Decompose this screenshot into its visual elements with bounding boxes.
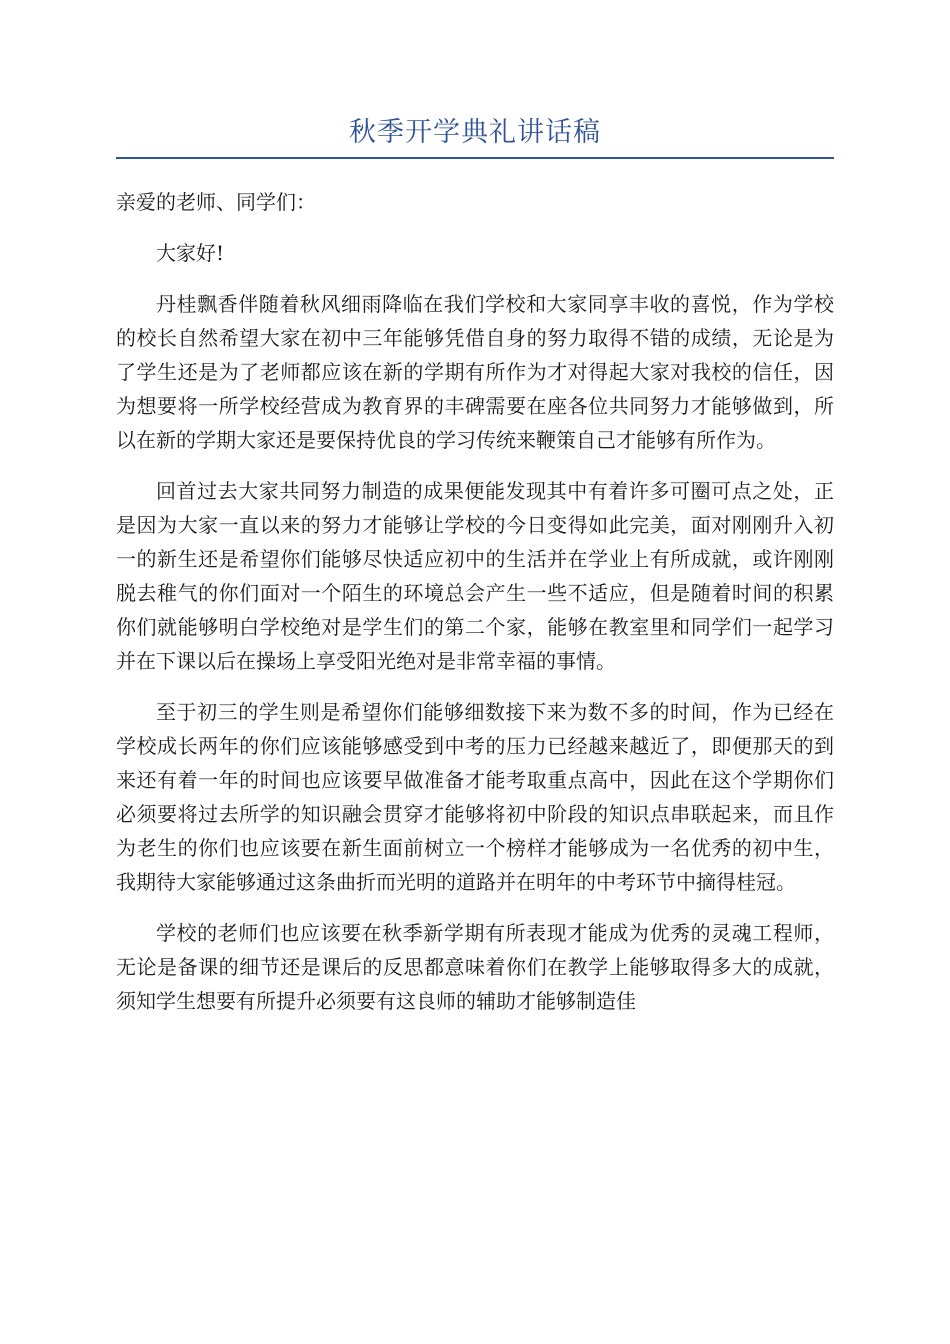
paragraph-3: 至于初三的学生则是希望你们能够细数接下来为数不多的时间，作为已经在学校成长两年的你们应该能够感受到中考的压力已经越来越近了，即便那天的到来还有着一年的时间也应该要早做准备才能考取重点高中，因此在这个学期你们必须要将过去所学的知识融会贯穿才能够将初中阶段的知识点串联起来，而且作为老生的你们也应该要在新生面前树立一个榜样才能够成为一名优秀的初中生，我期待大家能够通过这条曲折而光明的道路并在明年的中考环节中摘得桂冠。 [116,700,834,894]
paragraph-2: 回首过去大家共同努力制造的成果便能发现其中有着许多可圈可点之处，正是因为大家一直以来的努力才能够让学校的今日变得如此完美，面对刚刚升入初一的新生还是希望你们能够尽快适应初中的生活并在学业上有所成就，或许刚刚脱去稚气的你们面对一个陌生的环境总会产生一些不适应，但是随着时间的积累你们就能够明白学校绝对是学生们的第二个家，能够在教室里和同学们一起学习并在下课以后在操场上享受阳光绝对是非常幸福的事情。 [116,479,834,673]
greeting: 大家好! [156,241,225,265]
document-body [116,185,834,1018]
salutation: 亲爱的老师、同学们： [116,190,316,214]
title-underline-rule [116,157,834,159]
paragraph-1: 丹桂飘香伴随着秋风细雨降临在我们学校和大家同享丰收的喜悦，作为学校的校长自然希望大家在初中三年能够凭借自身的努力取得不错的成绩，无论是为了学生还是为了老师都应该在新的学期有所作为才对得起大家对我校的信任，因为想要将一所学校经营成为教育界的丰碑需要在座各位共同努力才能够做到，所以在新的学期大家还是要保持优良的学习传统来鞭策自己才能够有所作为。 [116,292,834,452]
document-title: 秋季开学典礼讲话稿 [349,117,601,148]
paragraph-4: 学校的老师们也应该要在秋季新学期有所表现才能成为优秀的灵魂工程师，无论是备课的细节还是课后的反思都意味着你们在教学上能够取得多大的成就，须知学生想要有所提升必须要有这良师的辅助才能够制造佳 [116,921,834,1013]
